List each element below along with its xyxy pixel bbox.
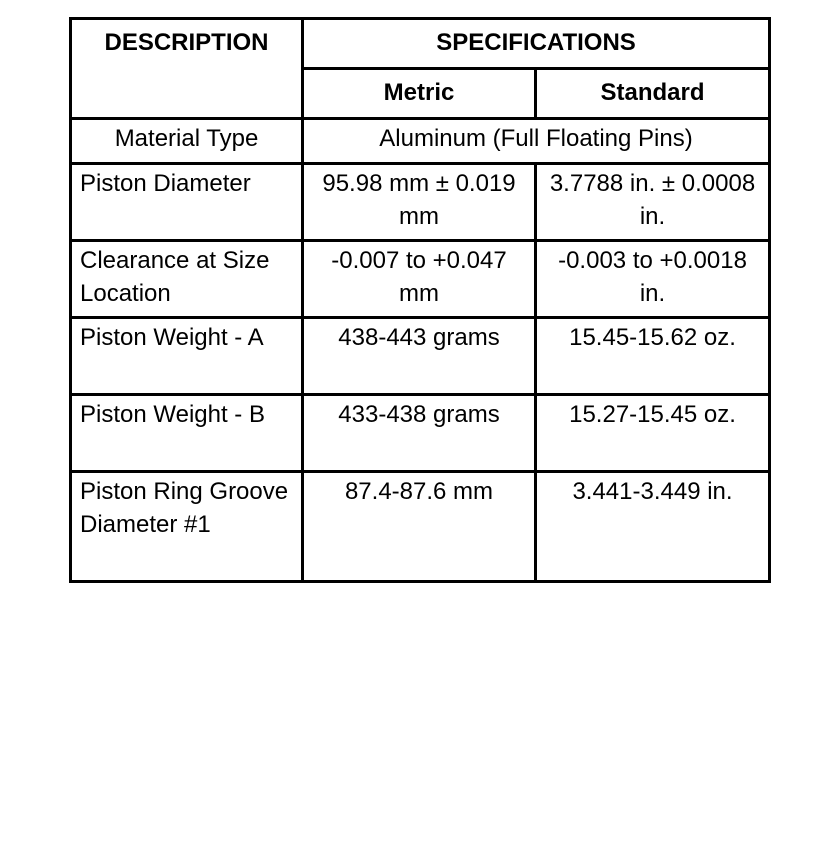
table-row-material-type [71, 119, 770, 164]
row-standard-value: 3.7788 in. ± 0.0008 in. [536, 164, 770, 241]
row-description: Piston Ring Groove Diameter #1 [71, 472, 303, 582]
row-metric-value: 87.4-87.6 mm [303, 472, 536, 582]
row-metric-value: 438-443 grams [303, 318, 536, 395]
table-row [71, 241, 770, 318]
row-metric-value: 433-438 grams [303, 395, 536, 472]
row-description: Material Type [71, 119, 303, 164]
row-standard-value: 3.441-3.449 in. [536, 472, 770, 582]
row-standard-value: 15.27-15.45 oz. [536, 395, 770, 472]
table-row [71, 164, 770, 241]
table-row [71, 472, 770, 582]
piston-specifications-table [69, 17, 771, 583]
row-material-value: Aluminum (Full Floating Pins) [303, 119, 770, 164]
row-standard-value: 15.45-15.62 oz. [536, 318, 770, 395]
row-metric-value: -0.007 to +0.047 mm [303, 241, 536, 318]
header-specifications: SPECIFICATIONS [303, 19, 770, 69]
header-description: DESCRIPTION [71, 19, 303, 119]
row-metric-value: 95.98 mm ± 0.019 mm [303, 164, 536, 241]
header-row [71, 19, 770, 69]
table-row [71, 318, 770, 395]
row-description: Piston Diameter [71, 164, 303, 241]
header-metric: Metric [303, 69, 536, 119]
row-standard-value: -0.003 to +0.0018 in. [536, 241, 770, 318]
table-row [71, 395, 770, 472]
row-description: Piston Weight - A [71, 318, 303, 395]
row-description: Piston Weight - B [71, 395, 303, 472]
row-description: Clearance at Size Location [71, 241, 303, 318]
header-standard: Standard [536, 69, 770, 119]
